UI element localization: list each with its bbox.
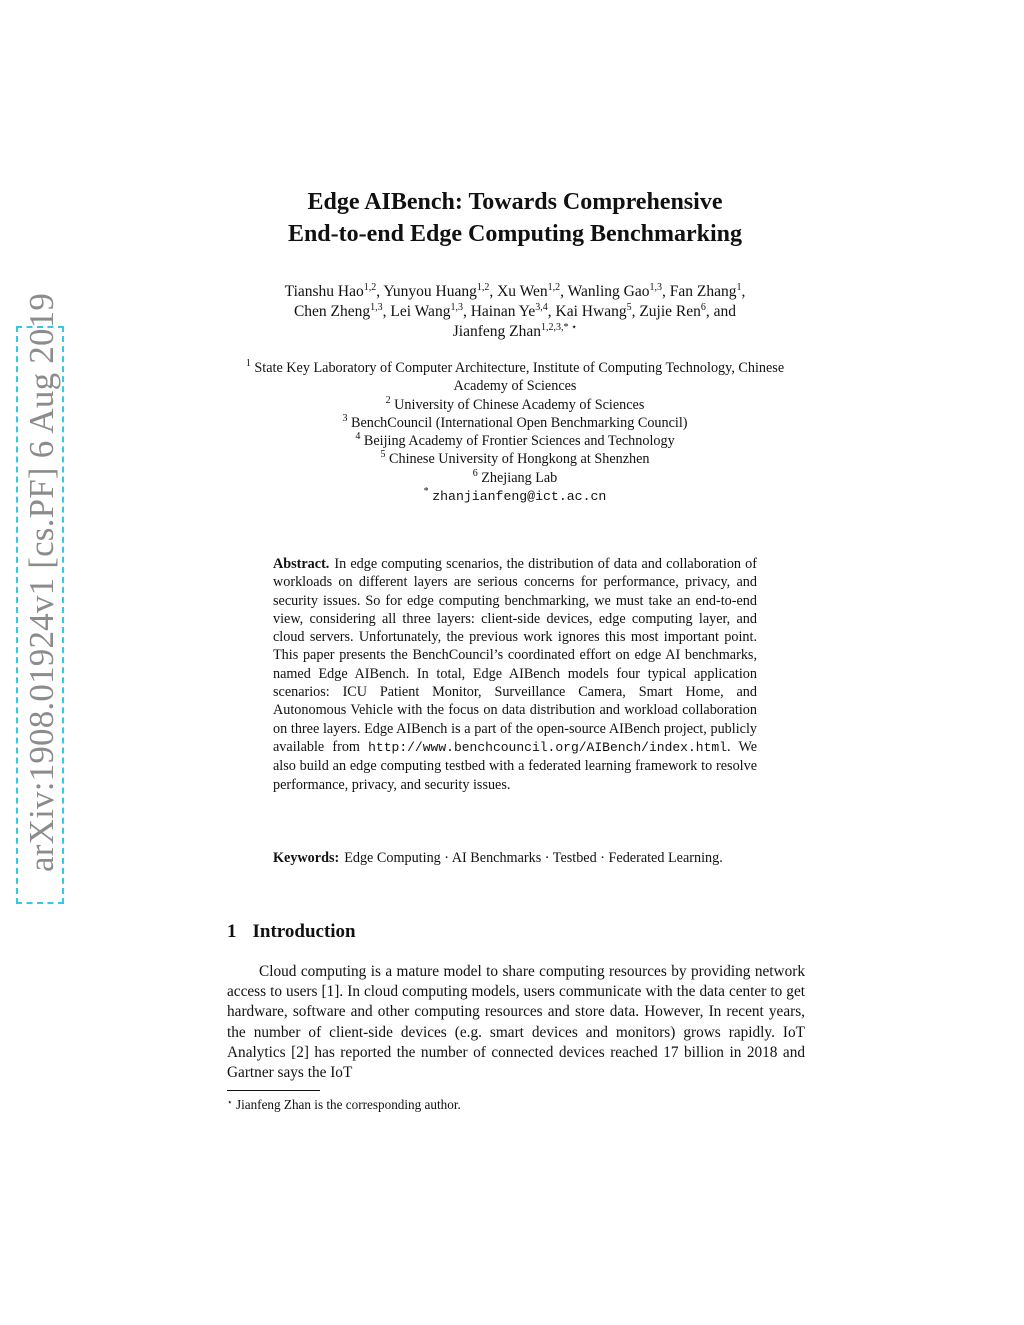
author-name: Yunyou Huang [383,283,477,300]
footnote [227,1096,805,1113]
author-separator: , [662,283,670,300]
author-separator: , [376,283,384,300]
section-heading [227,919,356,945]
author-affiliation-mark: 1,2,3,* ⋆ [540,322,578,333]
author-separator: , [382,303,391,320]
aibench-link[interactable]: http://www.benchcouncil.org/AIBench/index.html [368,739,727,755]
footnote-mark: ⋆ [227,1097,233,1107]
footnote-rule [227,1090,320,1091]
author-affiliation-mark: 1,3 [450,302,463,313]
footnote-text: Jianfeng Zhan is the corresponding author. [235,1097,461,1112]
author-name: Jianfeng Zhan [452,323,541,340]
intro-paragraph: Cloud computing is a mature model to share computing resources by providing network access to users [1]. In cloud computing models, users communicate with the data center to get hardware, software and other computing resources and store data. However, In recent years, the number of client-side devices (e.g. smart devices and monitors) grows rapidly. IoT Analytics [2] has reported the number of connected devices reached 17 billion in 2018 and Gartner says the IoT [227,963,805,1082]
author-separator: , and [705,303,737,320]
affiliation-text: University of Chinese Academy of Sciences [394,396,645,413]
author-affiliation-mark: 1,3 [649,282,662,293]
author-separator: , [560,283,568,300]
author-separator: , [462,303,471,320]
author-name: Zujie Ren [639,303,701,320]
contact-email[interactable]: zhanjianfeng@ict.ac.cn [432,489,607,505]
author-affiliation-mark: 1 [736,282,742,293]
abstract [273,555,757,794]
affiliation-mark: 6 [472,467,478,479]
author-list [220,282,810,342]
author-affiliation-mark: 1,2 [547,282,561,293]
affiliation-item [240,359,790,396]
affiliation-text: Zhejiang Lab [481,469,558,486]
section-title: Introduction [252,921,356,942]
affiliation-item [240,396,790,414]
author-name: Kai Hwang [555,303,627,320]
section-number: 1 [227,921,237,942]
author-name: Chen Zheng [293,303,371,320]
affiliation-item [240,450,790,468]
keywords [273,849,757,867]
author-affiliation-mark: 1,2 [363,282,377,293]
paper-title [200,186,830,250]
affiliation-text: State Key Laboratory of Computer Architecture, Institute of Computing Technology, Chinese Academy of Sciences [254,360,785,395]
affiliation-text: Beijing Academy of Frontier Sciences and Technology [363,433,675,450]
arxiv-stamp-text: arXiv:1908.01924v1 [cs.PF] 6 Aug 2019 [22,292,61,872]
author-affiliation-mark: 5 [626,302,632,313]
keywords-text: Edge Computing · AI Benchmarks · Testbed · Federated Learning. [344,850,723,866]
author-affiliation-mark: 3,4 [535,302,548,313]
author-separator: , [489,283,498,300]
abstract-text: In edge computing scenarios, the distribution of data and collaboration of workloads on different layers are serious concerns for performance, privacy, and security issues. So for edge computing benchmarking, we must take an end-to-end view, considering all three layers: client-side devices, edge computing layer, and cloud servers. Unfortunately, the previous work ignores this most important point. This paper presents the BenchCouncil’s coordinated effort on edge AI benchmarks, named Edge AIBench. In total, Edge AIBench models four typical application scenarios: ICU Patient Monitor, Surveillance Camera, Smart Home, and Autonomous Vehicle with the focus on data distribution and workload collaboration on three layers. Edge AIBench is a part of the open-source AIBench project, publicly available from [273,556,757,755]
affiliation-item [240,469,790,487]
author-affiliation-mark: 1,2 [476,282,490,293]
author-name: Wanling Gao [567,283,650,300]
affiliation-item [240,487,790,506]
author-name: Fan Zhang [669,283,737,300]
affiliation-mark: 2 [385,394,391,406]
author-name: Hainan Ye [470,303,536,320]
author-affiliation-mark: 1,3 [370,302,383,313]
affiliation-item [240,414,790,432]
title-line-2: End-to-end Edge Computing Benchmarking [287,221,743,247]
author-separator: , [631,303,640,320]
keywords-label: Keywords: [273,850,340,866]
affiliation-item [240,432,790,450]
author-name: Xu Wen [497,283,548,300]
author-separator: , [741,283,746,300]
affiliation-mark: 3 [342,412,348,424]
abstract-text-end: . We also build an edge computing testbed with a federated learning framework to resolve performance, privacy, and security issues. [273,738,757,793]
author-name: Lei Wang [390,303,451,320]
affiliation-text: Chinese University of Hongkong at Shenzhen [389,451,650,468]
affiliation-mark: 4 [355,431,361,443]
author-name: Tianshu Hao [284,283,364,300]
title-line-1: Edge AIBench: Towards Comprehensive [307,189,723,215]
affiliation-text: BenchCouncil (International Open Benchmarking Council) [351,414,688,431]
author-affiliation-mark: 6 [700,302,706,313]
affiliation-mark: * [423,486,429,498]
affiliation-list [240,359,790,506]
affiliation-mark: 5 [380,449,386,461]
affiliation-mark: 1 [245,358,251,369]
abstract-label: Abstract. [273,556,330,572]
author-separator: , [547,303,556,320]
